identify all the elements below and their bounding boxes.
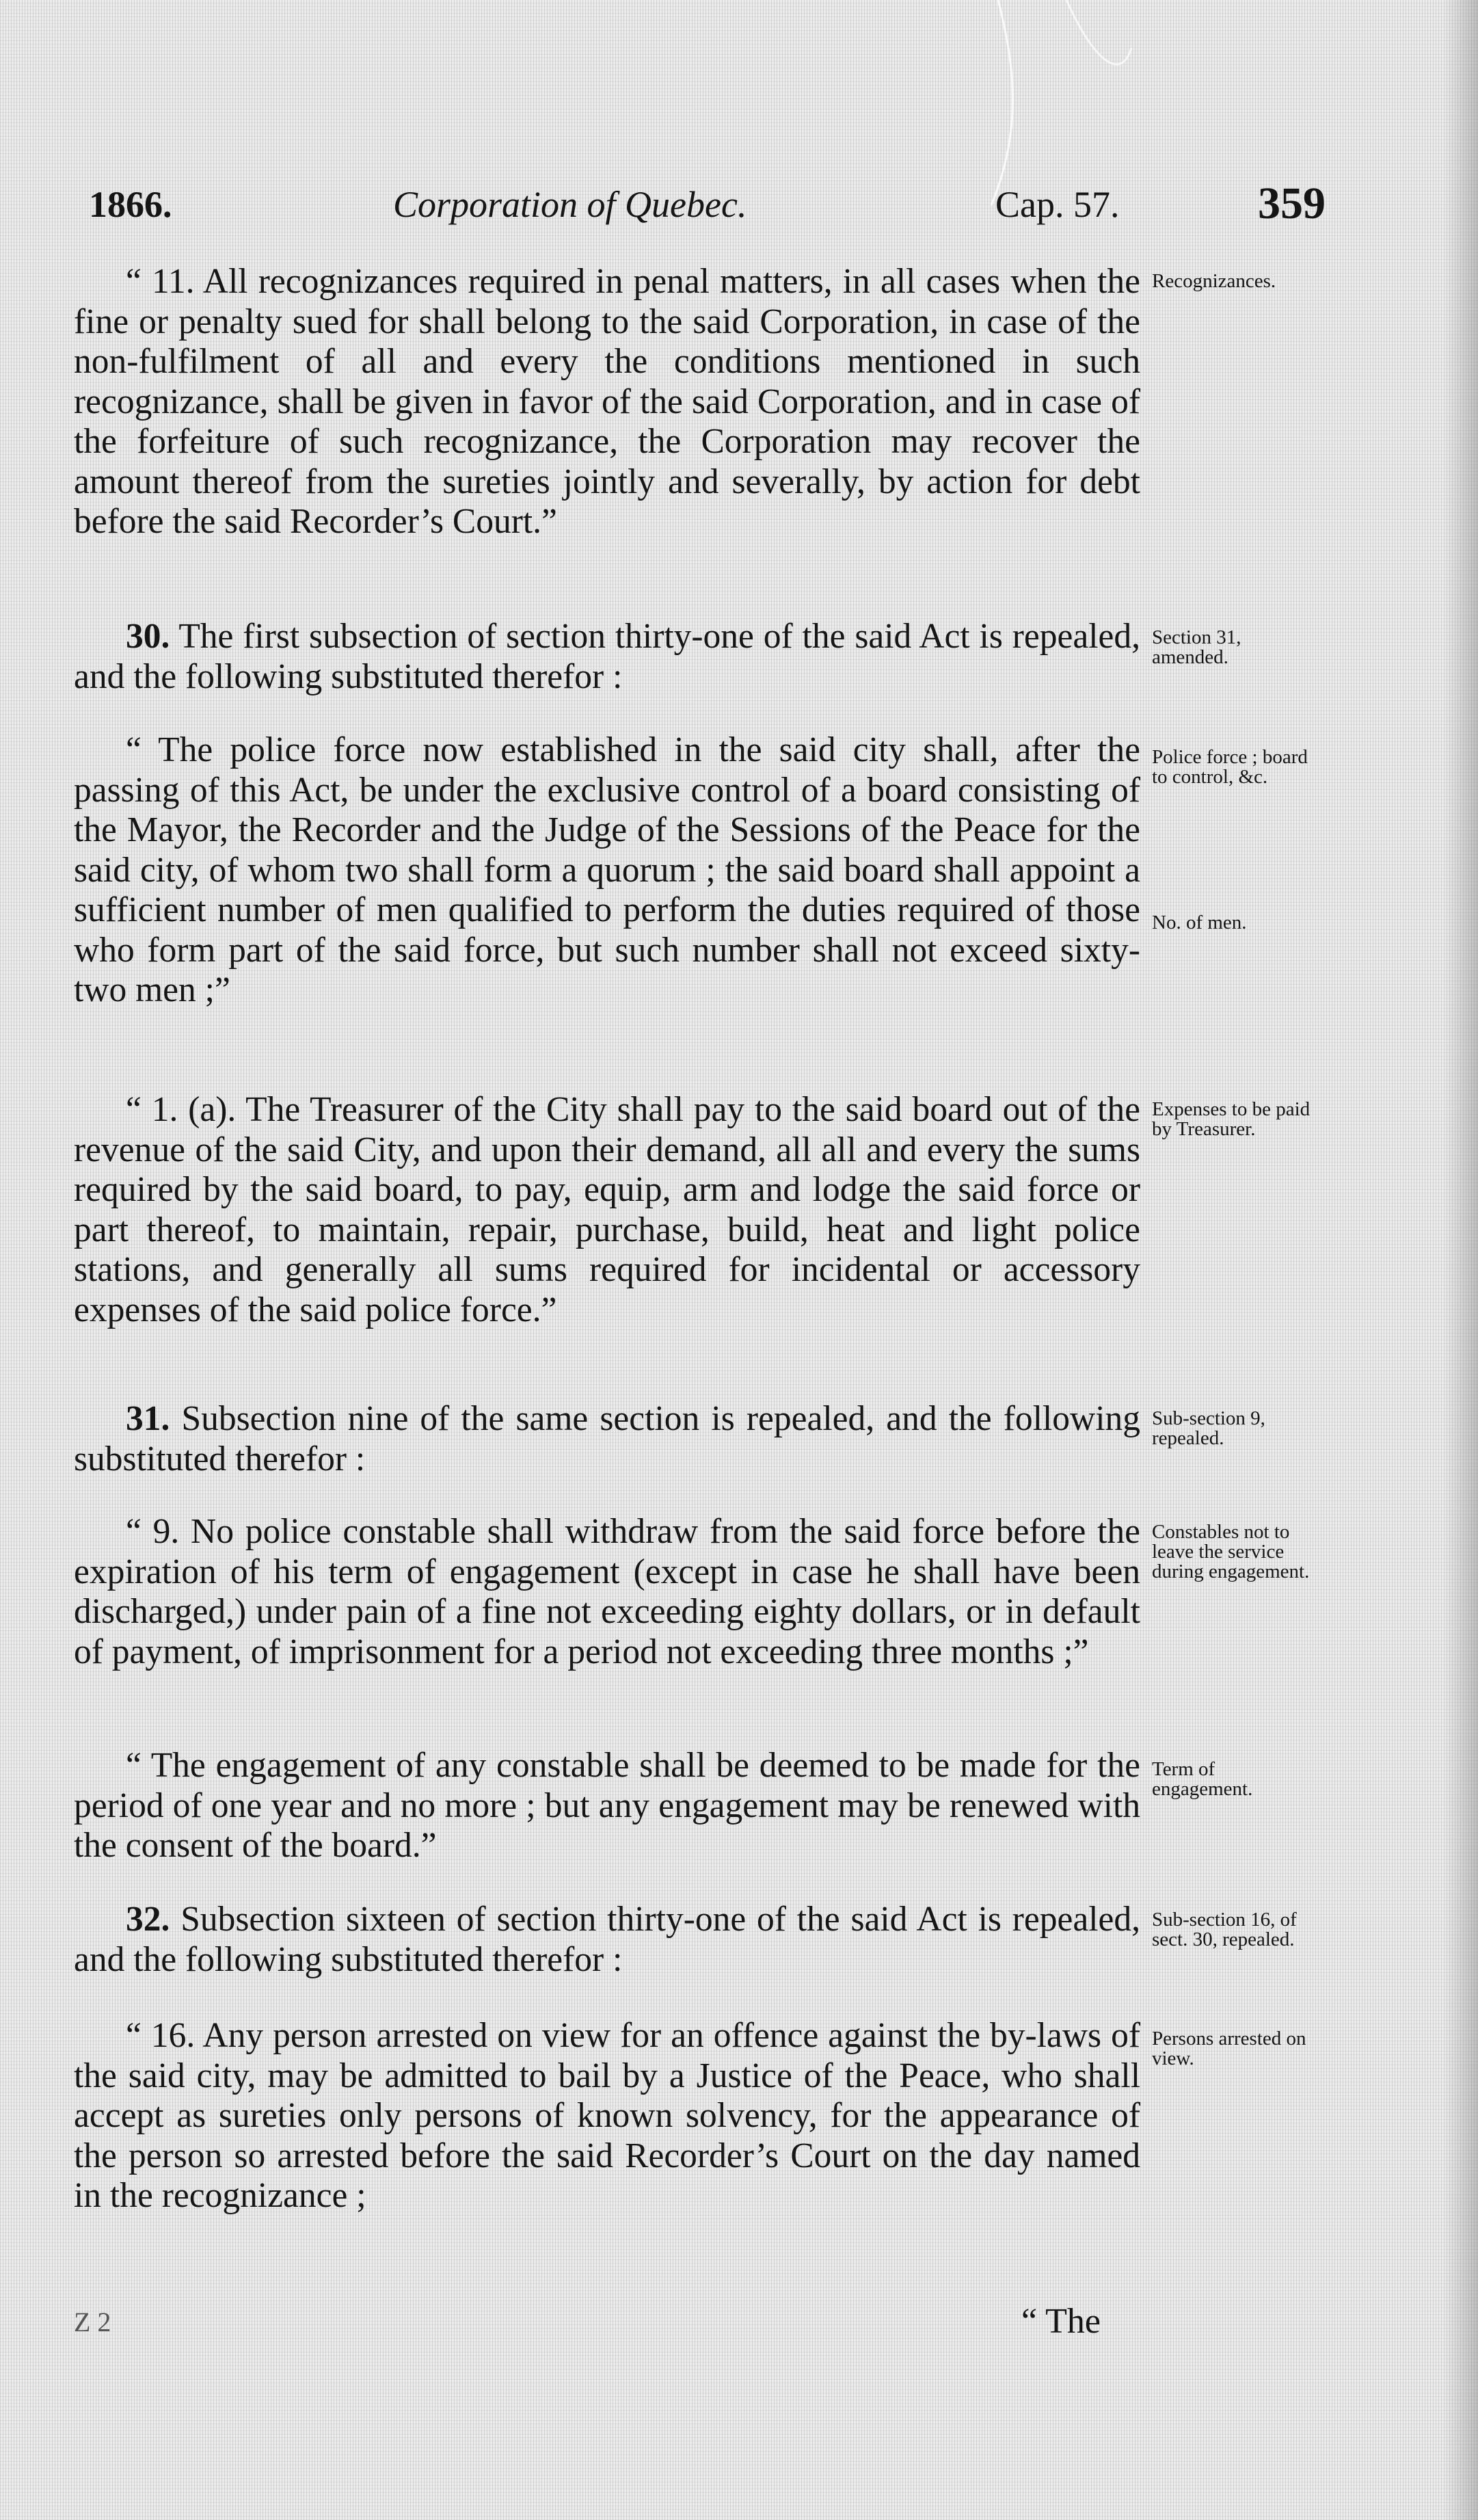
catchword: “ The [1021,2302,1101,2341]
margin-note-subsection-9: Sub-section 9, repealed. [1152,1407,1265,1449]
header-year: 1866. [89,184,172,225]
paragraph-section-30 [74,617,1140,697]
margin-note-subsection-16: Sub-section 16, of sect. 30, repealed. [1152,1909,1297,1950]
paragraph-text: Subsection nine of the same section is repealed, and the following substituted therefor : [74,1399,1140,1478]
margin-note-term-of-engagement: Term of engagement. [1152,1758,1253,1800]
header-chapter: Cap. 57. [995,184,1120,225]
running-head [0,178,1478,245]
paragraph-engagement [74,1746,1140,1866]
paragraph-section-31 [74,1399,1140,1479]
paragraph-text: “ 11. All recognizances required in penal matters, in all cases when the fine or penalty sued for shall belong to the said Corporation, in case of the non-fulfilment of all and every the conditions mentioned in such recognizance, shall be given in favor of the said Corporation, and in case of the forfeiture of such recognizance, the Corporation may recover the amount thereof from the sureties jointly and severally, by action for debt before the said Recorder’s Court.” [74,262,1140,541]
section-number: 32. [126,1900,170,1939]
signature-mark: Z 2 [74,2307,111,2337]
paragraph-text: The first subsection of section thirty-one of the said Act is repealed, and the following substituted therefor : [74,617,1140,696]
page-number: 359 [1258,178,1326,228]
paragraph-recognizances [74,262,1140,542]
paragraph-text: “ The police force now established in the said city shall, after the passing of this Act, be under the exclusive control of a board consisting of the Mayor, the Recorder and the Judge of the Sessions of the Peace for the said city, of whom two shall form a quorum ; the said board shall appoint a sufficient number of men qualified to perform the duties required of those who form part of the said force, but such number shall not exceed sixty-two men ;” [74,730,1140,1009]
paragraph-text: “ 9. No police constable shall withdraw from the said force before the expiration of his term of engagement (except in case he shall have been discharged,) under pain of a fine not exceeding eighty dollars, or in default of payment, of imprisonment for a period not exceeding three months ;” [74,1512,1140,1671]
paragraph-text: “ 1. (a). The Treasurer of the City shall pay to the said board out of the revenue of the said City, and upon their demand, all all and every the sums required by the said board, to pay, equip, arm and lodge the said force or part thereof, to maintain, repair, purchase, build, heat and light police stations, and generally all sums required for incidental or accessory expenses of the said police force.” [74,1090,1140,1329]
paragraph-treasurer [74,1090,1140,1330]
margin-note-section-31-amended: Section 31, amended. [1152,626,1241,668]
paragraph-section-32 [74,1900,1140,1980]
paragraph-text: “ The engagement of any constable shall be deemed to be made for the period of one year and no more ; but any engagement may be renewed with the consent of the board.” [74,1746,1140,1865]
paragraph-text: “ 16. Any person arrested on view for an offence against the by-laws of the said city, may be admitted to bail by a Justice of the Peace, who shall accept as sureties only persons of known solvency, for the appearance of the person so arrested before the said Recorder’s Court on the day named in the recognizance ; [74,2016,1140,2215]
paragraph-constables [74,1512,1140,1672]
header-title: Corporation of Quebec. [393,184,747,225]
margin-note-constables: Constables not to leave the service during engagement. [1152,1521,1310,1582]
margin-note-number-of-men: No. of men. [1152,912,1247,933]
paragraph-police-force [74,730,1140,1011]
margin-note-police-force: Police force ; board to control, &c. [1152,746,1308,788]
margin-note-persons-arrested: Persons arrested on view. [1152,2028,1306,2069]
section-number: 30. [126,617,170,656]
paragraph-text: Subsection sixteen of section thirty-one of the said Act is repealed, and the following substituted therefor : [74,1900,1141,1979]
page-edge-shadow [1444,0,1478,2520]
margin-note-recognizances: Recognizances. [1152,270,1276,292]
margin-note-expenses: Expenses to be paid by Treasurer. [1152,1098,1311,1140]
section-number: 31. [126,1399,170,1438]
paragraph-persons-arrested [74,2016,1140,2216]
